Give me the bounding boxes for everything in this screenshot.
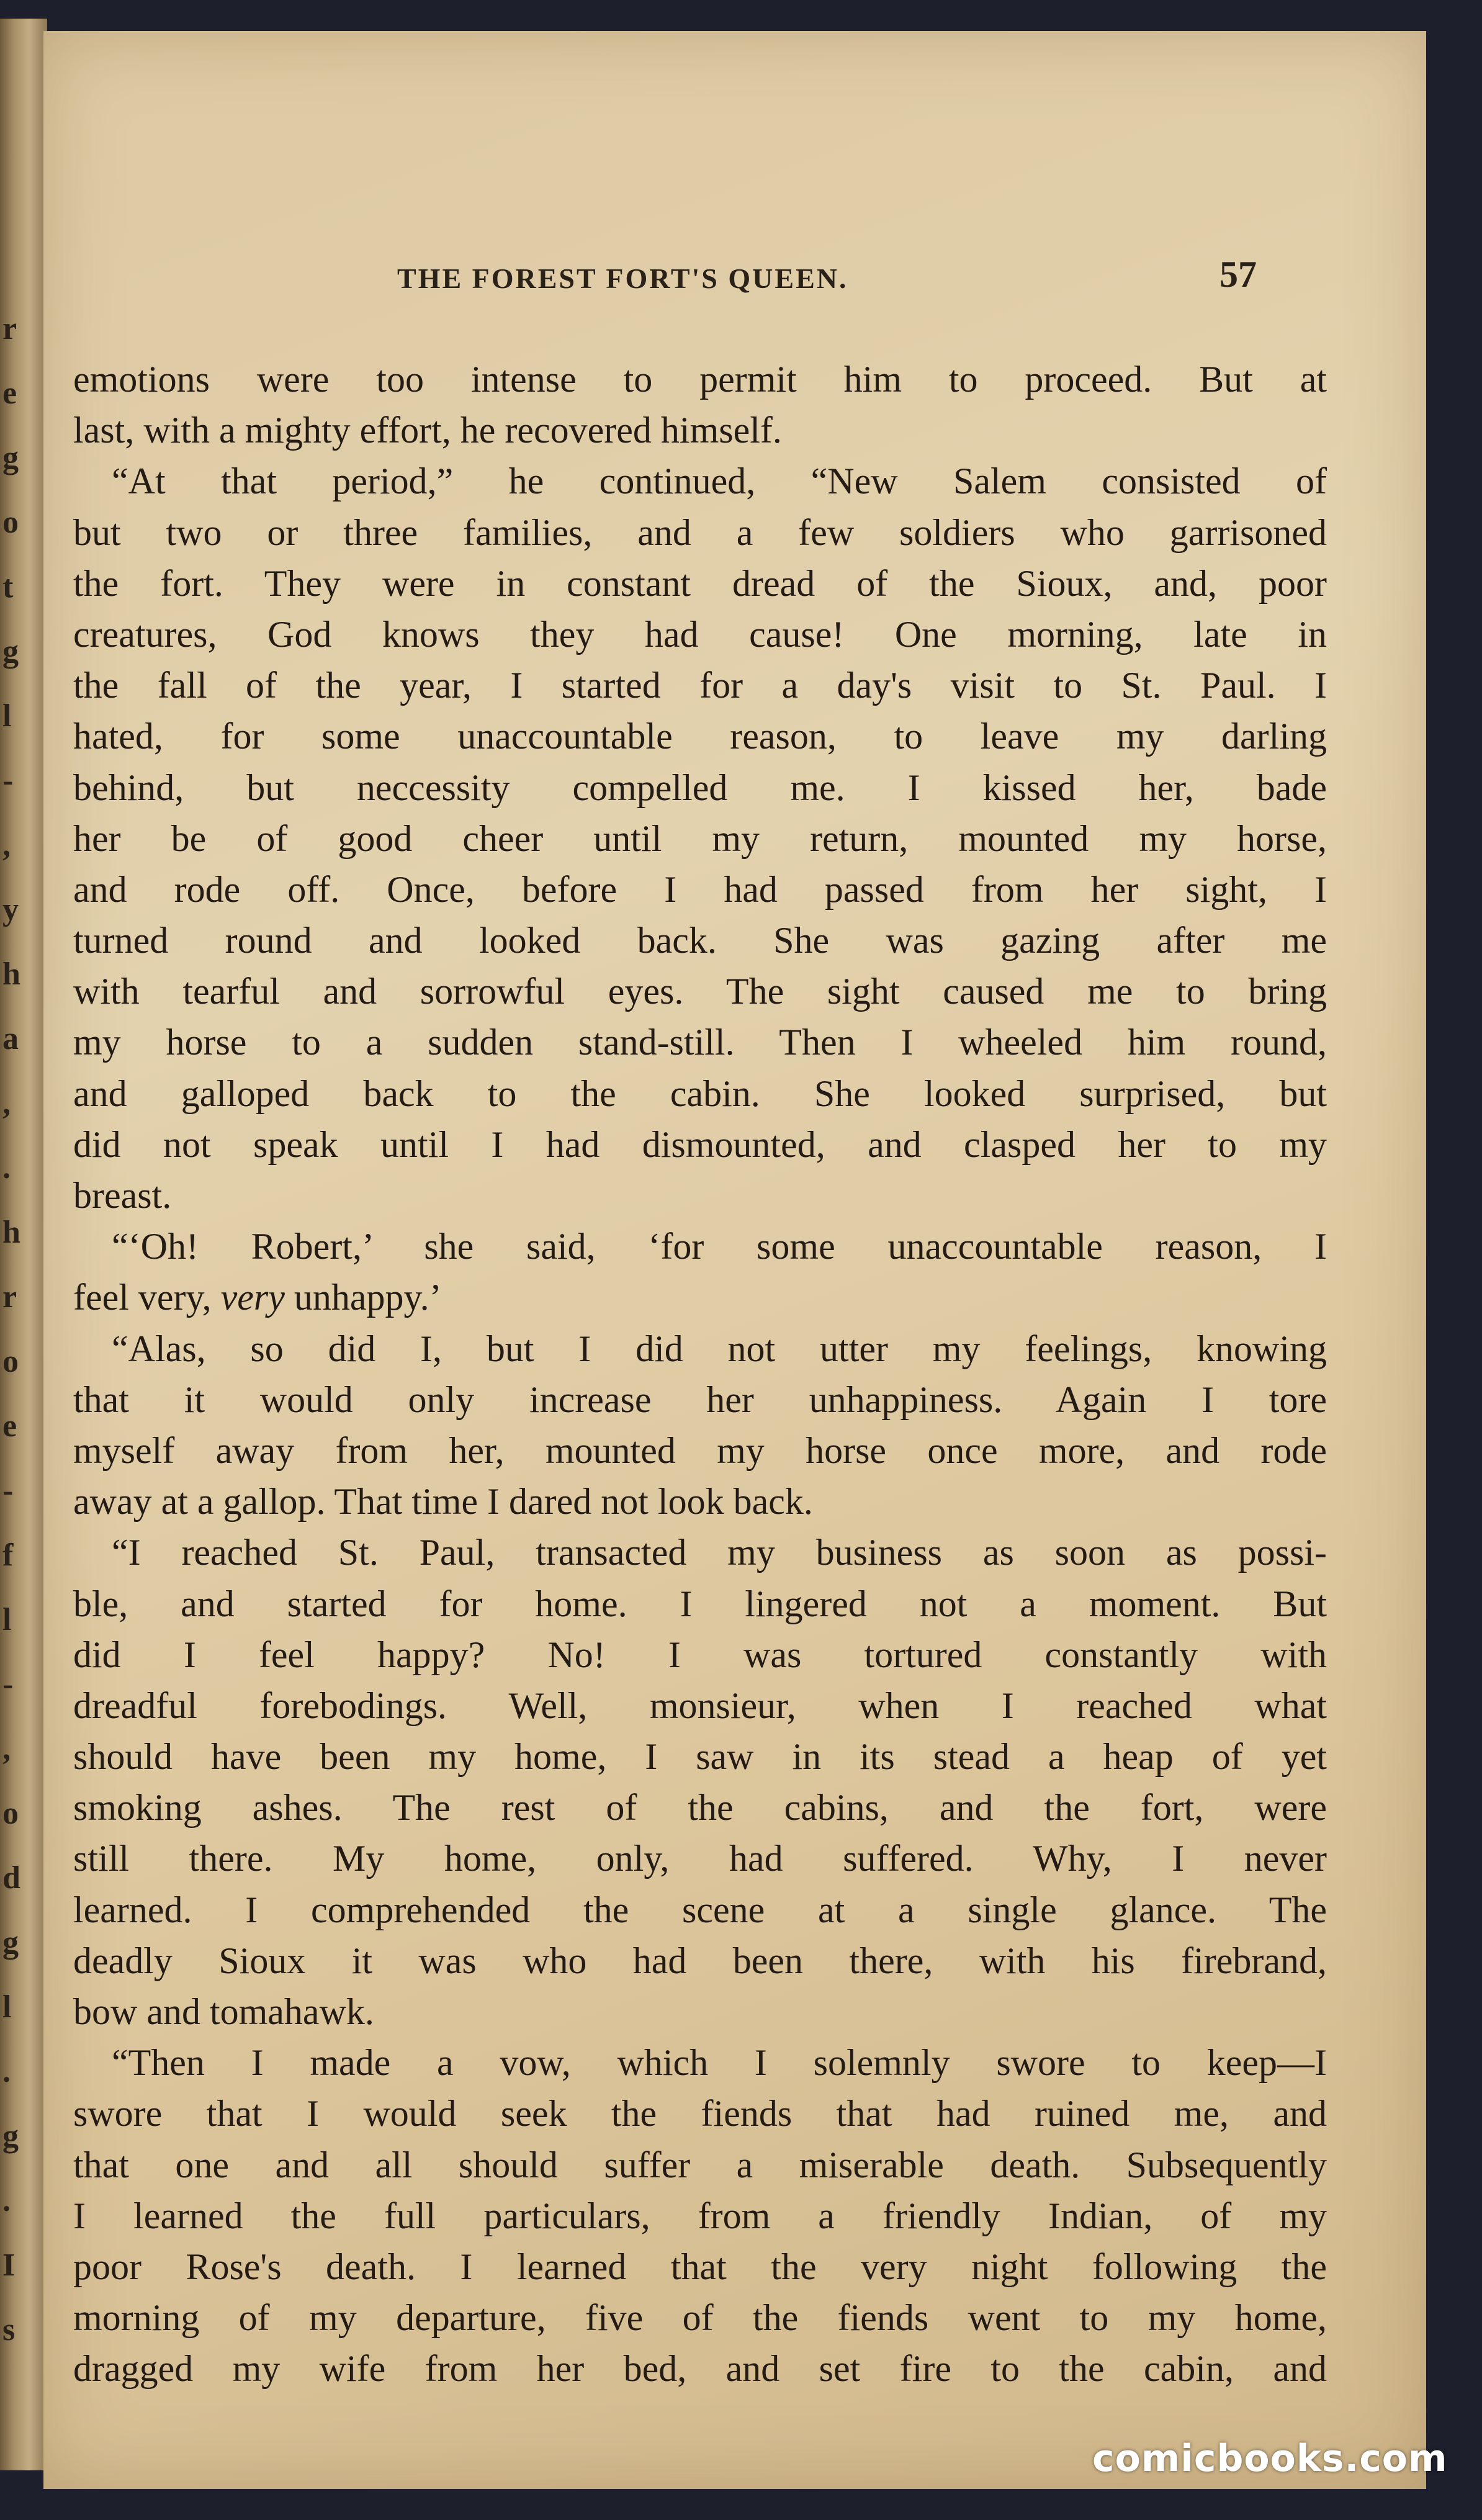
text-line-content: morning of my departure, five of the fiends went to my home, — [73, 2297, 1327, 2339]
text-line — [73, 1221, 1327, 1272]
text-line-content: but two or three families, and a few soldiers who garrisoned — [73, 511, 1327, 553]
text-line — [73, 1731, 1327, 1782]
margin-letter: g — [2, 2118, 19, 2154]
text-line-content: that it would only increase her unhappiness. Again I tore — [73, 1379, 1327, 1420]
emphasis: very — [220, 1277, 285, 1318]
text-line — [73, 2292, 1327, 2343]
site-watermark: comicbooks.com — [1092, 2437, 1448, 2480]
previous-page-margin-letters — [0, 310, 43, 2421]
margin-letter: g — [2, 440, 19, 475]
margin-letter: o — [2, 505, 19, 540]
margin-letter: s — [2, 2312, 16, 2347]
margin-letter: , — [2, 827, 11, 863]
text-line — [73, 354, 1327, 405]
text-line-content: still there. My home, only, had suffered. Why, I never — [73, 1838, 1327, 1879]
text-line — [73, 966, 1327, 1017]
margin-letter: - — [2, 1667, 14, 1702]
margin-letter: - — [2, 1473, 14, 1508]
text-line — [73, 609, 1327, 660]
text-line-content: turned round and looked back. She was gazing after me — [73, 920, 1327, 961]
text-line-content: “Then I made a vow, which I solemnly swore to keep—I — [112, 2042, 1327, 2084]
running-head: THE FOREST FORT'S QUEEN. — [397, 263, 848, 294]
margin-letter: . — [2, 1150, 11, 1186]
text-line-content: learned. I comprehended the scene at a single glance. The — [73, 1889, 1327, 1930]
text-line-content: should have been my home, I saw in its stead a heap of yet — [73, 1736, 1327, 1778]
book-page — [43, 31, 1426, 2489]
text-line — [73, 1017, 1327, 1068]
margin-letter: a — [2, 1021, 19, 1056]
text-line — [73, 2190, 1327, 2241]
text-line — [73, 813, 1327, 864]
text-line — [73, 864, 1327, 915]
text-line — [73, 2241, 1327, 2292]
text-line-content: “‘Oh! Robert,’ she said, ‘for some unaccountable reason, I — [112, 1226, 1327, 1267]
margin-letter: h — [2, 1215, 20, 1250]
text-line — [73, 1272, 1327, 1323]
text-line — [73, 660, 1327, 711]
text-line-content: dragged my wife from her bed, and set fire to the cabin, and — [73, 2348, 1327, 2390]
text-line-content: the fort. They were in constant dread of the Sioux, and, poor — [73, 562, 1327, 604]
text-line-content: did I feel happy? No! I was tortured constantly with — [73, 1634, 1327, 1675]
text-line — [73, 2037, 1327, 2088]
text-line — [73, 1170, 1327, 1221]
text-line — [73, 915, 1327, 966]
text-line — [73, 1680, 1327, 1731]
text-line — [73, 1884, 1327, 1935]
text-line-content: creatures, God knows they had cause! One morning, late in — [73, 613, 1327, 655]
text-line-content: ble, and started for home. I lingered not a moment. But — [73, 1583, 1327, 1624]
text-line-content: smoking ashes. The rest of the cabins, and the fort, were — [73, 1787, 1327, 1829]
text-line — [73, 711, 1327, 762]
margin-letter: , — [2, 1731, 11, 1766]
text-line-tail: unhappy.’ — [284, 1277, 442, 1318]
margin-letter: . — [2, 2054, 11, 2089]
text-line-content: behind, but neccessity compelled me. I kissed her, bade — [73, 767, 1327, 808]
margin-letter: g — [2, 634, 19, 669]
text-line-content: hated, for some unaccountable reason, to leave my darling — [73, 716, 1327, 757]
body-text — [73, 354, 1327, 2395]
text-line — [73, 507, 1327, 558]
margin-letter: . — [2, 2183, 11, 2218]
text-line — [73, 762, 1327, 813]
margin-letter: g — [2, 1925, 19, 1960]
text-line — [73, 1323, 1327, 1374]
text-line-content: my horse to a sudden stand-still. Then I wheeled him round, — [73, 1022, 1327, 1063]
text-line-content: swore that I would seek the fiends that had ruined me, and — [73, 2093, 1327, 2135]
text-line-content: “At that period,” he continued, “New Salem consisted of — [112, 461, 1327, 502]
text-line — [73, 405, 1327, 456]
text-line-content: and rode off. Once, before I had passed from her sight, I — [73, 868, 1327, 910]
margin-letter: , — [2, 1086, 11, 1121]
text-line-content: myself away from her, mounted my horse once more, and rode — [73, 1429, 1327, 1471]
text-line-content: away at a gallop. That time I dared not look back. — [73, 1481, 813, 1523]
margin-letter: r — [2, 311, 17, 346]
text-line — [73, 2343, 1327, 2394]
text-line — [73, 2088, 1327, 2139]
text-line — [73, 1782, 1327, 1833]
text-line — [73, 456, 1327, 506]
margin-letter: l — [2, 698, 12, 734]
text-line — [73, 1527, 1327, 1578]
text-line — [73, 1578, 1327, 1629]
text-line-content: feel very, — [73, 1277, 221, 1318]
margin-letter: e — [2, 376, 17, 411]
margin-letter: e — [2, 1408, 17, 1444]
text-line-content: bow and tomahawk. — [73, 1991, 374, 2032]
text-line-content: did not speak until I had dismounted, and clasped her to my — [73, 1123, 1327, 1165]
text-line-content: and galloped back to the cabin. She looked surprised, but — [73, 1073, 1327, 1114]
text-line-content: I learned the full particulars, from a friendly Indian, of my — [73, 2195, 1327, 2236]
text-line — [73, 558, 1327, 609]
margin-letter: o — [2, 1796, 19, 1831]
margin-letter: I — [2, 2248, 16, 2283]
text-line-content: breast. — [73, 1175, 172, 1216]
text-line — [73, 1935, 1327, 1986]
page-header — [43, 248, 1426, 310]
text-line-content: “I reached St. Paul, transacted my business as soon as possi- — [112, 1532, 1327, 1573]
text-line — [73, 1986, 1327, 2037]
text-line — [73, 1833, 1327, 1884]
text-line-content: her be of good cheer until my return, mounted my horse, — [73, 817, 1327, 859]
text-line-content: dreadful forebodings. Well, monsieur, when I reached what — [73, 1685, 1327, 1726]
margin-letter: r — [2, 1279, 17, 1315]
text-line-content: “Alas, so did I, but I did not utter my feelings, knowing — [112, 1328, 1327, 1369]
margin-letter: l — [2, 1602, 12, 1637]
margin-letter: l — [2, 1989, 12, 2025]
margin-letter: f — [2, 1537, 14, 1573]
text-line-content: deadly Sioux it was who had been there, with his firebrand, — [73, 1940, 1327, 1981]
text-line-content: with tearful and sorrowful eyes. The sight caused me to bring — [73, 971, 1327, 1012]
text-line-content: emotions were too intense to permit him to proceed. But at — [73, 359, 1327, 400]
margin-letter: - — [2, 763, 14, 798]
margin-letter: t — [2, 569, 14, 605]
text-line — [73, 2140, 1327, 2190]
margin-letter: d — [2, 1860, 20, 1896]
page-number: 57 — [1219, 254, 1257, 295]
text-line — [73, 1629, 1327, 1680]
text-line — [73, 1425, 1327, 1476]
text-line-content: that one and all should suffer a miserable death. Subsequently — [73, 2144, 1327, 2185]
margin-letter: y — [2, 892, 19, 927]
margin-letter: o — [2, 1344, 19, 1379]
text-line — [73, 1374, 1327, 1425]
text-line-content: the fall of the year, I started for a day's visit to St. Paul. I — [73, 665, 1327, 706]
margin-letter: h — [2, 956, 20, 992]
text-line — [73, 1119, 1327, 1170]
text-line — [73, 1068, 1327, 1119]
text-line — [73, 1476, 1327, 1527]
text-line-content: last, with a mighty effort, he recovered himself. — [73, 410, 782, 451]
text-line-content: poor Rose's death. I learned that the very night following the — [73, 2246, 1327, 2287]
